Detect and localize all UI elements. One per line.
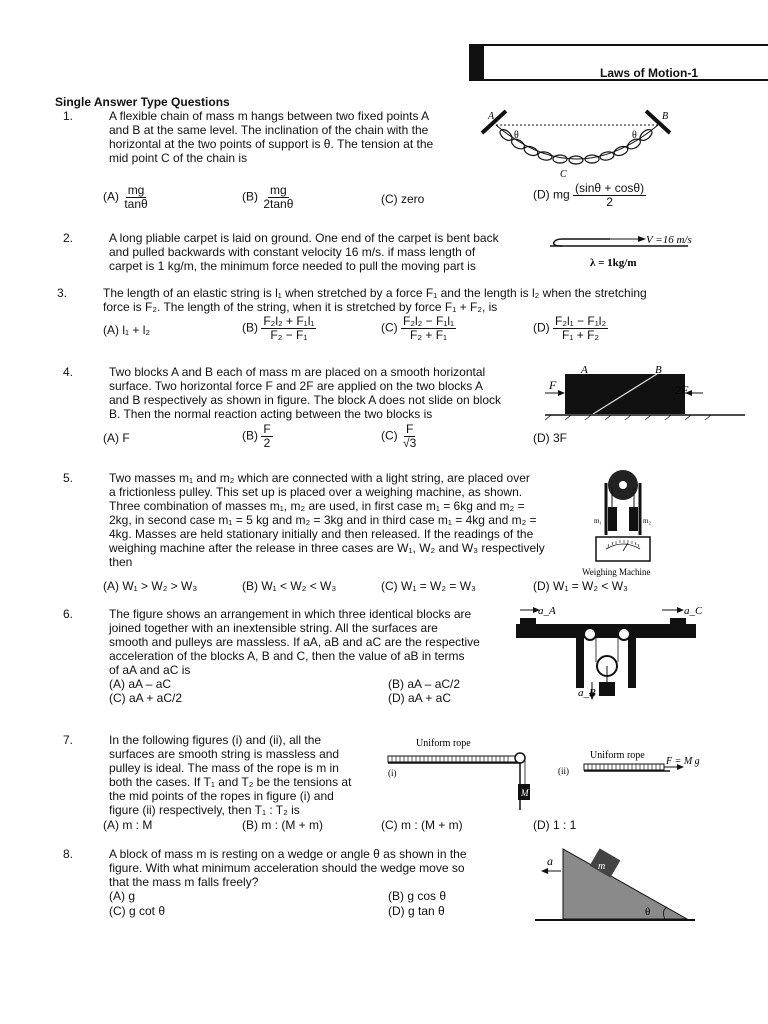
theta-label: θ bbox=[645, 906, 651, 918]
question-line: Two masses m₁ and m₂ which are connected with a light string, are placed over bbox=[109, 471, 530, 485]
rope-label-1: Uniform rope bbox=[416, 738, 471, 749]
ab-label: a_B bbox=[578, 687, 596, 699]
m1-label: m₁ bbox=[594, 517, 602, 525]
option-c: (C) zero bbox=[381, 192, 425, 206]
question-line: figure (ii) respectively, then T₁ : T₂ is bbox=[109, 803, 300, 817]
question-line: B. Then the normal reaction acting between the two blocks is bbox=[109, 407, 433, 421]
option-b: (B) g cos θ bbox=[388, 889, 447, 903]
label-b: B bbox=[662, 111, 669, 122]
option-b: (B) aA – aC/2 bbox=[388, 677, 461, 691]
block-b-label: B bbox=[655, 365, 662, 376]
label-a: A bbox=[488, 111, 495, 122]
accel-a-label: a bbox=[547, 854, 553, 868]
theta-right: θ bbox=[632, 130, 637, 141]
option-d: (D) g tan θ bbox=[388, 904, 445, 918]
question-line: acceleration of the blocks A, B and C, then the value of aB in terms bbox=[109, 649, 465, 663]
force-2f-label: 2F bbox=[675, 383, 689, 397]
header-top-rule bbox=[469, 44, 768, 46]
option-c: (C) aA + aC/2 bbox=[109, 691, 183, 705]
question-number: 3. bbox=[57, 286, 68, 300]
question-line: weighing machine after the release in three cases are W₁, W₂ and W₃ respectively bbox=[109, 541, 545, 555]
rope-force-figure-ii bbox=[540, 746, 730, 786]
pulley-weighing-figure bbox=[582, 465, 664, 579]
question-line: 2kg, in second case m₁ = 5 kg and m₂ = 3kg and in third case m₁ = 4kg and m₂ = bbox=[109, 513, 537, 527]
label-c: C bbox=[560, 169, 567, 180]
question-line: joined together with an inextensible string. All the surfaces are bbox=[109, 621, 438, 635]
question-line: The figure shows an arrangement in which three identical blocks are bbox=[109, 607, 472, 621]
question-line: smooth and pulleys are massless. If aA, aB and aC are the respective bbox=[109, 635, 480, 649]
option-d: (D) W₁ = W₂ < W₃ bbox=[533, 579, 628, 593]
force-f-label: F bbox=[549, 378, 557, 392]
question-number: 7. bbox=[63, 733, 74, 747]
block-a-label: A bbox=[581, 365, 588, 376]
option-a: (A) W₁ > W₂ > W₃ bbox=[103, 579, 198, 593]
hanging-chain-figure bbox=[478, 103, 678, 181]
mass-m-label: m bbox=[598, 861, 606, 872]
question-line: of aA and aC is bbox=[109, 663, 191, 677]
question-line: surface. Two horizontal force F and 2F are applied on the two blocks A bbox=[109, 379, 483, 393]
question-line: pulley is ideal. The mass of the rope is m in bbox=[109, 761, 339, 775]
question-line: and pulled backwards with constant velocity 16 m/s. if mass length of bbox=[109, 245, 476, 259]
theta-left: θ bbox=[514, 130, 519, 141]
aa-label: a_A bbox=[538, 605, 556, 617]
option-d: (D) 1 : 1 bbox=[533, 818, 577, 832]
question-number: 2. bbox=[63, 231, 74, 245]
fig-i-label: (i) bbox=[388, 768, 397, 778]
option-b: (B) $\frac{\text{F₂l₂ + F₁l₁}}{\text{F₂ − F₁}}$ bbox=[242, 314, 315, 342]
question-number: 1. bbox=[63, 109, 74, 123]
question-line: surfaces are smooth string is massless and bbox=[109, 747, 340, 761]
question-line: In the following figures (i) and (ii), all the bbox=[109, 733, 322, 747]
option-d: (D) mg $\frac{(\sin\theta + \cos\theta)}{2}$ bbox=[533, 181, 645, 209]
option-a: (A) F bbox=[103, 431, 130, 445]
option-b: (B) $\frac{F}{2}$ bbox=[242, 422, 271, 450]
question-line: horizontal at the two points of support is θ. The tension at the bbox=[109, 137, 434, 151]
question-line: and B at the same level. The inclination of the chain with the bbox=[109, 123, 429, 137]
ac-label: a_C bbox=[684, 605, 702, 617]
option-d: (D) 3F bbox=[533, 431, 567, 445]
question-line: Two blocks A and B each of mass m are placed on a smooth horizontal bbox=[109, 365, 486, 379]
m2-label: m₂ bbox=[643, 517, 651, 525]
question-number: 4. bbox=[63, 365, 74, 379]
question-line: The length of an elastic string is l₁ when stretched by a force F₁ and the length is l₂ when the stretching bbox=[103, 286, 647, 300]
lambda-label: λ = 1kg/m bbox=[590, 257, 637, 269]
force-label: F = M g bbox=[666, 756, 700, 767]
velocity-label: V =16 m/s bbox=[646, 234, 692, 246]
rope-pulley-figure-i bbox=[380, 734, 530, 810]
weighing-machine-label: Weighing Machine bbox=[582, 567, 651, 577]
question-line: Three combination of masses m₁, m₂ are used, in first case m₁ = 6kg and m₂ = bbox=[109, 499, 525, 513]
option-a: (A) m : M bbox=[103, 818, 153, 832]
option-b: (B) W₁ < W₂ < W₃ bbox=[242, 579, 337, 593]
question-line: that the mass m falls freely? bbox=[109, 875, 259, 889]
option-b: (B) m : (M + m) bbox=[242, 818, 323, 832]
mass-m-label: M bbox=[521, 788, 529, 798]
page-title: Laws of Motion-1 bbox=[600, 66, 698, 80]
section-title: Single Answer Type Questions bbox=[55, 95, 230, 109]
option-c: (C) m : (M + m) bbox=[381, 818, 463, 832]
question-line: force is F₂. The length of the string, when it is stretched by force F₁ + F₂, is bbox=[103, 300, 498, 314]
option-a: (A) $\frac{mg}{\tan\theta}$ bbox=[103, 183, 148, 211]
question-line: figure. With what minimum acceleration should the wedge move so bbox=[109, 861, 465, 875]
question-line: A long pliable carpet is laid on ground. One end of the carpet is bent back bbox=[109, 231, 499, 245]
two-blocks-figure bbox=[545, 365, 745, 421]
question-line: the mid points of the ropes in figure (i) and bbox=[109, 789, 334, 803]
question-line: a frictionless pulley. This set up is placed over a weighing machine, as shown. bbox=[109, 485, 523, 499]
option-a: (A) aA – aC bbox=[109, 677, 172, 691]
option-d: (D) $\frac{\text{F₂l₁ − F₁l₂}}{\text{F₁ + F₂}}$ bbox=[533, 314, 607, 342]
carpet-figure bbox=[548, 228, 748, 272]
question-line: then bbox=[109, 555, 133, 569]
option-c: (C) g cot θ bbox=[109, 904, 166, 918]
three-blocks-pulley-figure bbox=[512, 600, 702, 706]
option-a: (A) l₁ + l₂ bbox=[103, 323, 151, 337]
question-line: mid point C of the chain is bbox=[109, 151, 248, 165]
rope-label-2: Uniform rope bbox=[590, 750, 645, 761]
option-d: (D) aA + aC bbox=[388, 691, 452, 705]
question-number: 6. bbox=[63, 607, 74, 621]
question-line: A block of mass m is resting on a wedge or angle θ as shown in the bbox=[109, 847, 467, 861]
option-c: (C) $\frac{\text{F₂l₂ − F₁l₁}}{\text{F₂ + F₁}}$ bbox=[381, 314, 455, 342]
question-line: both the cases. If T₁ and T₂ be the tensions at bbox=[109, 775, 352, 789]
question-line: and B respectively as shown in figure. The block A does not slide on block bbox=[109, 393, 502, 407]
option-c: (C) W₁ = W₂ = W₃ bbox=[381, 579, 476, 593]
question-line: A flexible chain of mass m hangs between two fixed points A bbox=[109, 109, 430, 123]
fig-ii-label: (ii) bbox=[558, 766, 569, 776]
wedge-figure bbox=[535, 845, 715, 927]
question-number: 5. bbox=[63, 471, 74, 485]
question-line: carpet is 1 kg/m, the minimum force needed to pull the moving part is bbox=[109, 259, 476, 273]
option-b: (B) $\frac{mg}{2\tan\theta}$ bbox=[242, 183, 294, 211]
header-bar bbox=[469, 44, 484, 80]
question-line: 4kg. Masses are held stationary initially and then released. If the readings of the bbox=[109, 527, 534, 541]
option-c: (C) $\frac{F}{√3}$ bbox=[381, 422, 417, 450]
option-a: (A) g bbox=[109, 889, 136, 903]
question-number: 8. bbox=[63, 847, 74, 861]
